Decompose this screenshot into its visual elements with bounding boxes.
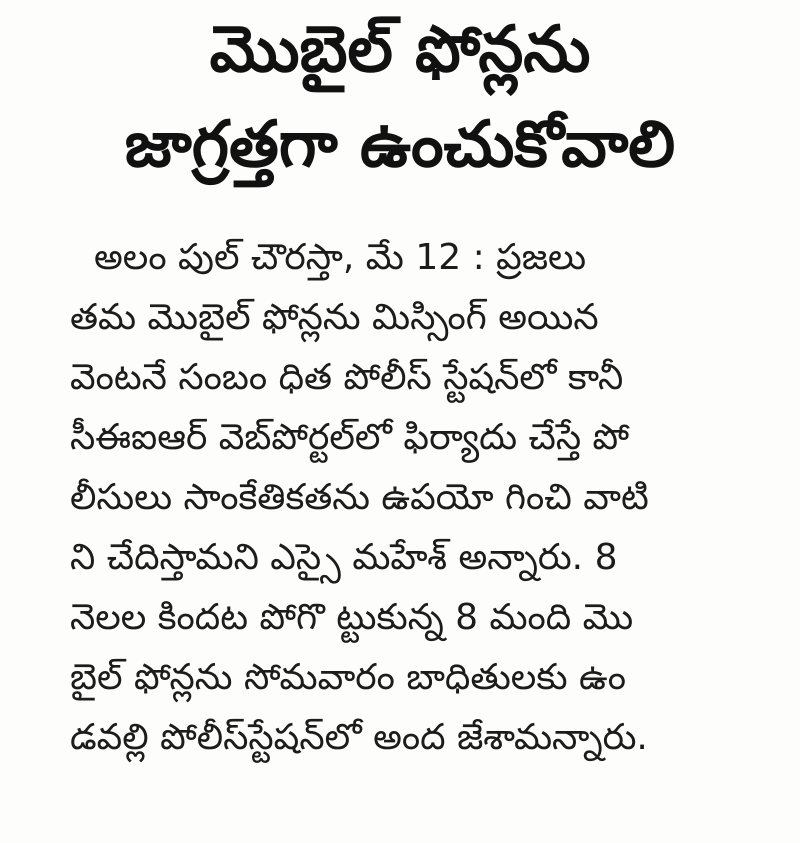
headline-line-2: జాగ్రత్తగా ఉంచుకోవాలి <box>124 108 676 182</box>
article-body <box>70 228 770 768</box>
article-body-line: అలం పుల్ చౌరస్తా, మే 12 : ప్రజలు <box>94 237 587 278</box>
article-body-line: సీఈఐఆర్ వెబ్‌పోర్టల్‌లో ఫిర్యాదు చేస్తే పో <box>70 417 630 458</box>
article-body-line: లీసులు సాంకేతికతను ఉపయో గించి వాటి <box>70 477 649 518</box>
headline-line-1: మొబైల్ ఫోన్లను <box>209 13 591 87</box>
article-body-line: డవల్లి పోలీస్‌స్టేషన్‌లో అంద జేశామన్నారు. <box>70 717 648 758</box>
article-body-line: బైల్ ఫోన్లను సోమవారం బాధితులకు ఉం <box>70 657 627 698</box>
article-body-line: నెలల కిందట పోగొ ట్టుకున్న 8 మంది మొ <box>70 597 634 638</box>
article-body-line: తమ మొబైల్ ఫోన్లను మిస్సింగ్ అయిన <box>70 297 599 338</box>
article-body-line: ని చేదిస్తామని ఎస్సై మహేశ్ అన్నారు. 8 <box>70 537 618 578</box>
article-body-line: వెంటనే సంబం ధిత పోలీస్ స్టేషన్‌లో కానీ <box>70 357 624 398</box>
